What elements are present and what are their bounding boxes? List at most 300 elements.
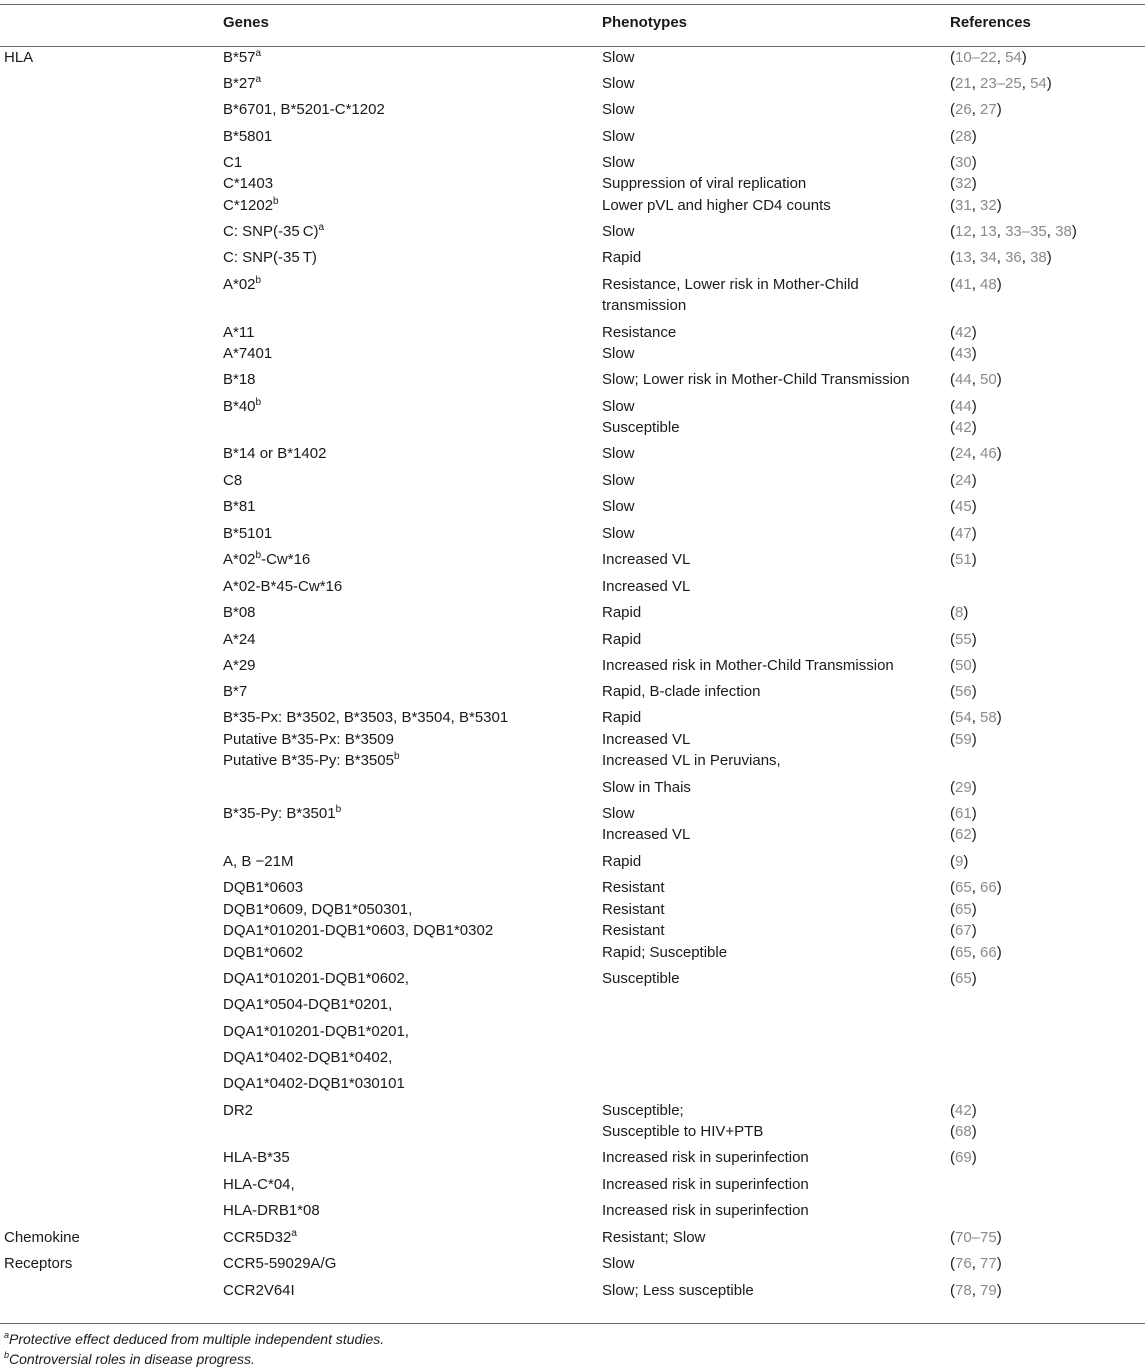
reference-punct: ,	[971, 223, 981, 240]
reference-link[interactable]: 12	[955, 223, 972, 240]
reference-punct: (	[950, 419, 955, 436]
gene-text: C*1403	[223, 175, 274, 192]
reference-cell	[950, 1122, 977, 1142]
reference-cell	[950, 222, 1077, 242]
reference-link[interactable]: 66	[980, 944, 997, 961]
reference-link[interactable]: 62	[955, 826, 972, 843]
reference-link[interactable]: 48	[980, 276, 997, 293]
reference-punct: (	[950, 826, 955, 843]
reference-cell	[950, 550, 977, 570]
reference-link[interactable]: 78	[955, 1282, 972, 1299]
gene-text: C8	[223, 472, 243, 489]
phenotype-cell: Rapid	[602, 249, 642, 266]
group-text: Receptors	[4, 1255, 73, 1272]
reference-punct: (	[950, 324, 955, 341]
reference-cell	[950, 397, 977, 417]
reference-punct: (	[950, 901, 955, 918]
reference-punct: (	[950, 154, 955, 171]
phenotype-cell: Slow; Lower risk in Mother-Child Transmission	[602, 371, 910, 388]
reference-link[interactable]: 79	[980, 1282, 997, 1299]
footnote-marker: b	[255, 275, 262, 286]
phenotype-cell: Slow	[602, 1255, 635, 1272]
gene-text: CCR2V64I	[223, 1282, 295, 1299]
phenotype-cell: Susceptible;	[602, 1102, 684, 1119]
gene-cell	[223, 323, 254, 343]
phenotype-cell: Rapid	[602, 709, 642, 726]
header-phenotypes: Phenotypes	[602, 14, 688, 31]
phenotype-cell: Slow	[602, 223, 635, 240]
footnote-marker: b	[273, 196, 279, 207]
reference-punct: (	[950, 853, 955, 870]
reference-punct: )	[971, 128, 977, 145]
reference-link[interactable]: 47	[955, 525, 972, 542]
reference-link[interactable]: 24	[955, 445, 972, 462]
reference-cell	[950, 471, 977, 491]
reference-punct: )	[996, 276, 1002, 293]
gene-cell	[223, 153, 242, 173]
row-group-label	[4, 1254, 72, 1274]
reference-link[interactable]: 30	[955, 154, 972, 171]
reference-punct: )	[971, 805, 977, 822]
reference-punct: )	[996, 1229, 1002, 1246]
gene-text: HLA-B*35	[223, 1149, 290, 1166]
gene-text: DQA1*0402-DQB1*0402,	[223, 1049, 393, 1066]
reference-punct: )	[971, 901, 977, 918]
gene-text: DQA1*010201-DQB1*0603, DQB1*0302	[223, 922, 494, 939]
footnote-b	[4, 1351, 255, 1367]
gene-cell	[223, 1022, 409, 1042]
gene-cell	[223, 344, 272, 364]
reference-link[interactable]: 28	[955, 128, 972, 145]
reference-cell	[950, 900, 977, 920]
reference-punct: ,	[971, 276, 981, 293]
reference-punct: (	[950, 472, 955, 489]
reference-link[interactable]: 54	[1030, 75, 1047, 92]
gene-cell	[223, 969, 409, 989]
reference-link[interactable]: 58	[980, 709, 997, 726]
reference-punct: )	[971, 398, 977, 415]
group-text: HLA	[4, 49, 34, 66]
reference-link[interactable]: 42	[955, 324, 972, 341]
reference-cell	[950, 682, 977, 702]
reference-punct: (	[950, 398, 955, 415]
reference-link[interactable]: 70–75	[955, 1229, 997, 1246]
reference-link[interactable]: 38	[1055, 223, 1072, 240]
reference-punct: )	[1046, 249, 1052, 266]
reference-punct: ,	[971, 944, 981, 961]
footnote-a	[4, 1331, 384, 1347]
reference-link[interactable]: 51	[955, 551, 972, 568]
reference-link[interactable]: 44	[955, 371, 972, 388]
gene-cell	[223, 127, 272, 147]
phenotype-cell: Increased risk in Mother-Child Transmission	[602, 657, 894, 674]
gene-text: B*81	[223, 498, 256, 515]
reference-punct: (	[950, 276, 955, 293]
phenotype-cell: Suppression of viral replication	[602, 175, 807, 192]
gene-text: DR2	[223, 1102, 254, 1119]
reference-punct: ,	[996, 249, 1006, 266]
gene-suffix: -Cw*16	[261, 551, 311, 568]
reference-punct: (	[950, 1229, 955, 1246]
phenotype-cell: Slow	[602, 525, 635, 542]
reference-cell	[950, 1254, 1002, 1274]
reference-punct: (	[950, 1149, 955, 1166]
phenotype-cell: Resistance, Lower risk in Mother-Child	[602, 276, 859, 293]
reference-link[interactable]: 10–22	[955, 49, 997, 66]
gene-text: B*7	[223, 683, 248, 700]
reference-punct: )	[971, 154, 977, 171]
reference-link[interactable]: 55	[955, 631, 972, 648]
reference-link[interactable]: 33–35	[1005, 223, 1047, 240]
reference-link[interactable]: 65	[955, 944, 972, 961]
reference-cell	[950, 344, 977, 364]
reference-punct: (	[950, 345, 955, 362]
reference-link[interactable]: 67	[955, 922, 972, 939]
phenotype-cell: Increased VL	[602, 731, 691, 748]
gene-cell	[223, 852, 293, 872]
reference-punct: (	[950, 922, 955, 939]
gene-text: Putative B*35-Px: B*3509	[223, 731, 394, 748]
gene-cell	[223, 751, 400, 771]
reference-cell	[950, 1101, 977, 1121]
gene-cell	[223, 100, 385, 120]
reference-link[interactable]: 41	[955, 276, 972, 293]
gene-text: A*24	[223, 631, 256, 648]
phenotype-cell: Resistant	[602, 879, 665, 896]
gene-text: A*02	[223, 276, 256, 293]
reference-punct: (	[950, 657, 955, 674]
gene-cell	[223, 630, 256, 650]
gene-text: B*27	[223, 75, 256, 92]
reference-punct: (	[950, 1102, 955, 1119]
phenotype-cell: Slow	[602, 498, 635, 515]
gene-text: B*5801	[223, 128, 273, 145]
reference-link[interactable]: 42	[955, 419, 972, 436]
gene-text: CCR5-59029A/G	[223, 1255, 337, 1272]
reference-cell	[950, 444, 1002, 464]
gene-text: B*35-Py: B*3501	[223, 805, 336, 822]
reference-punct: )	[996, 709, 1002, 726]
reference-punct: (	[950, 779, 955, 796]
reference-punct: )	[996, 1282, 1002, 1299]
reference-punct: )	[971, 657, 977, 674]
phenotype-cell: Slow	[602, 128, 635, 145]
gene-cell	[223, 397, 261, 417]
table-bottom-rule	[0, 1323, 1145, 1324]
reference-cell	[950, 1228, 1002, 1248]
reference-punct: )	[971, 826, 977, 843]
reference-punct: ,	[971, 371, 981, 388]
gene-cell	[223, 1281, 295, 1301]
reference-link[interactable]: 77	[980, 1255, 997, 1272]
phenotype-cell: Resistant; Slow	[602, 1229, 706, 1246]
reference-link[interactable]: 21	[955, 75, 972, 92]
footnote-text: Protective effect deduced from multiple independent studies.	[9, 1331, 385, 1347]
gene-text: B*57	[223, 49, 256, 66]
reference-cell	[950, 248, 1052, 268]
reference-cell	[950, 825, 977, 845]
gene-cell	[223, 174, 273, 194]
reference-link[interactable]: 45	[955, 498, 972, 515]
table-header-rule	[0, 46, 1145, 47]
gene-cell	[223, 804, 341, 824]
reference-punct: )	[996, 101, 1002, 118]
reference-punct: )	[971, 1102, 977, 1119]
reference-punct: (	[950, 631, 955, 648]
gene-text: DQB1*0603	[223, 879, 304, 896]
reference-punct: (	[950, 371, 955, 388]
reference-link[interactable]: 42	[955, 1102, 972, 1119]
gene-cell	[223, 370, 256, 390]
gene-cell	[223, 1254, 336, 1274]
reference-punct: (	[950, 498, 955, 515]
footnote-marker: b	[255, 397, 262, 408]
gene-text: B*14 or B*1402	[223, 445, 327, 462]
phenotype-cell: Slow	[602, 101, 635, 118]
reference-link[interactable]: 66	[980, 879, 997, 896]
reference-punct: (	[950, 525, 955, 542]
reference-link[interactable]: 23–25	[980, 75, 1022, 92]
reference-cell	[950, 1148, 977, 1168]
phenotype-cell: Slow	[602, 75, 635, 92]
phenotype-cell: Rapid	[602, 604, 642, 621]
phenotype-cell: Slow in Thais	[602, 779, 691, 796]
gene-text: HLA-C*04,	[223, 1176, 295, 1193]
gene-cell	[223, 577, 342, 597]
table-top-rule	[0, 4, 1145, 5]
gene-cell	[223, 248, 317, 268]
reference-link[interactable]: 26	[955, 101, 972, 118]
gene-cell	[223, 943, 303, 963]
reference-link[interactable]: 13	[955, 249, 972, 266]
reference-link[interactable]: 61	[955, 805, 972, 822]
gene-cell	[223, 730, 394, 750]
gene-cell	[223, 497, 256, 517]
gene-text: A*7401	[223, 345, 273, 362]
gene-cell	[223, 74, 261, 94]
reference-link[interactable]: 50	[980, 371, 997, 388]
reference-punct: (	[950, 879, 955, 896]
phenotype-cell: Slow	[602, 398, 635, 415]
gene-cell	[223, 656, 256, 676]
gene-cell	[223, 878, 303, 898]
phenotype-cell: Slow	[602, 49, 635, 66]
footnote-marker: a	[255, 74, 262, 85]
gene-cell	[223, 444, 326, 464]
reference-link[interactable]: 32	[955, 175, 972, 192]
reference-punct: (	[950, 49, 955, 66]
reference-punct: )	[971, 970, 977, 987]
gene-text: B*08	[223, 604, 256, 621]
gene-text: Putative B*35-Py: B*3505	[223, 752, 394, 769]
reference-punct: ,	[971, 197, 981, 214]
reference-link[interactable]: 36	[1005, 249, 1022, 266]
gene-cell	[223, 222, 324, 242]
reference-punct: )	[971, 631, 977, 648]
gene-text: C*1202	[223, 197, 274, 214]
footnote-marker: b	[255, 550, 262, 561]
reference-punct: (	[950, 197, 955, 214]
gene-text: C: SNP(-35 T)	[223, 249, 317, 266]
reference-link[interactable]: 32	[980, 197, 997, 214]
reference-cell	[950, 418, 977, 438]
reference-link[interactable]: 34	[980, 249, 997, 266]
reference-punct: )	[971, 551, 977, 568]
reference-punct: )	[971, 498, 977, 515]
phenotype-cell: Resistance	[602, 324, 677, 341]
reference-punct: ,	[971, 1255, 981, 1272]
reference-punct: (	[950, 223, 955, 240]
gene-cell	[223, 900, 412, 920]
reference-link[interactable]: 50	[955, 657, 972, 674]
reference-punct: (	[950, 128, 955, 145]
phenotype-cell: Rapid, B-clade infection	[602, 683, 761, 700]
reference-link[interactable]: 46	[980, 445, 997, 462]
footnote-text: Controversial roles in disease progress.	[9, 1351, 255, 1367]
reference-punct: )	[996, 944, 1002, 961]
gene-text: B*35-Px: B*3502, B*3503, B*3504, B*5301	[223, 709, 509, 726]
reference-cell	[950, 656, 977, 676]
gene-text: C1	[223, 154, 243, 171]
gene-text: CCR5D32	[223, 1229, 292, 1246]
gene-cell	[223, 1148, 290, 1168]
reference-cell	[950, 1281, 1002, 1301]
reference-cell	[950, 196, 1002, 216]
reference-punct: )	[971, 324, 977, 341]
gene-cell	[223, 1201, 320, 1221]
reference-cell	[950, 275, 1002, 295]
reference-link[interactable]: 65	[955, 879, 972, 896]
gene-text: B*6701, B*5201-C*1202	[223, 101, 385, 118]
gene-cell	[223, 603, 256, 623]
reference-link[interactable]: 76	[955, 1255, 972, 1272]
gene-cell	[223, 48, 261, 68]
reference-punct: )	[971, 525, 977, 542]
reference-punct: ,	[971, 709, 981, 726]
reference-cell	[950, 708, 1002, 728]
phenotype-cell: Increased VL in Peruvians,	[602, 752, 781, 769]
reference-link[interactable]: 27	[980, 101, 997, 118]
phenotype-cell: Slow	[602, 154, 635, 171]
reference-link[interactable]: 44	[955, 398, 972, 415]
phenotype-cell: Resistant	[602, 901, 665, 918]
reference-punct: (	[950, 75, 955, 92]
gene-cell	[223, 995, 392, 1015]
footnote-marker: b	[393, 751, 400, 762]
reference-punct: )	[996, 1255, 1002, 1272]
reference-cell	[950, 497, 977, 517]
reference-cell	[950, 852, 968, 872]
phenotype-cell: Slow	[602, 445, 635, 462]
footnote-marker: a	[291, 1228, 297, 1239]
reference-punct: ,	[1021, 249, 1031, 266]
gene-text: B*40	[223, 398, 256, 415]
reference-link[interactable]: 65	[955, 901, 972, 918]
phenotype-cell: Rapid; Susceptible	[602, 944, 728, 961]
reference-punct: )	[971, 1123, 977, 1140]
reference-cell	[950, 174, 977, 194]
reference-punct: ,	[971, 879, 981, 896]
reference-punct: (	[950, 709, 955, 726]
reference-link[interactable]: 38	[1030, 249, 1047, 266]
reference-cell	[950, 630, 977, 650]
reference-link[interactable]: 54	[955, 709, 972, 726]
reference-link[interactable]: 29	[955, 779, 972, 796]
gene-text: DQA1*010201-DQB1*0602,	[223, 970, 409, 987]
reference-punct: )	[971, 731, 977, 748]
reference-link[interactable]: 24	[955, 472, 972, 489]
footnote-mark: a	[4, 1330, 10, 1340]
reference-punct: )	[1021, 49, 1027, 66]
phenotype-cell: Slow	[602, 472, 635, 489]
reference-cell	[950, 323, 977, 343]
reference-link[interactable]: 54	[1005, 49, 1022, 66]
gene-text: DQB1*0602	[223, 944, 304, 961]
reference-cell	[950, 100, 1002, 120]
reference-punct: (	[950, 604, 955, 621]
gene-text: A*11	[223, 324, 255, 341]
phenotype-cell: Resistant	[602, 922, 665, 939]
reference-punct: )	[996, 197, 1002, 214]
reference-punct: )	[971, 1149, 977, 1166]
gene-text: DQB1*0609, DQB1*050301,	[223, 901, 413, 918]
phenotype-cell: Increased VL	[602, 551, 691, 568]
reference-punct: (	[950, 445, 955, 462]
gene-cell	[223, 1074, 405, 1094]
reference-link[interactable]: 31	[955, 197, 972, 214]
header-genes: Genes	[223, 14, 269, 31]
gene-text: B*5101	[223, 525, 273, 542]
gene-cell	[223, 524, 272, 544]
reference-punct: )	[963, 604, 969, 621]
reference-cell	[950, 153, 977, 173]
phenotype-cell: Lower pVL and higher CD4 counts	[602, 197, 831, 214]
phenotype-cell: Slow	[602, 345, 635, 362]
reference-punct: (	[950, 101, 955, 118]
reference-link[interactable]: 9	[955, 853, 964, 870]
reference-punct: )	[971, 922, 977, 939]
reference-punct: ,	[971, 249, 981, 266]
reference-cell	[950, 730, 977, 750]
gene-cell	[223, 1228, 297, 1248]
gene-text: A*29	[223, 657, 256, 674]
phenotype-cell: transmission	[602, 297, 687, 314]
gene-text: A, B −21M	[223, 853, 294, 870]
reference-link[interactable]: 43	[955, 345, 972, 362]
reference-cell	[950, 943, 1002, 963]
footnote-mark: b	[4, 1350, 10, 1360]
reference-punct: (	[950, 683, 955, 700]
reference-link[interactable]: 65	[955, 970, 972, 987]
footnote-marker: b	[335, 804, 342, 815]
reference-link[interactable]: 68	[955, 1123, 972, 1140]
gene-text: A*02-B*45-Cw*16	[223, 578, 343, 595]
reference-link[interactable]: 56	[955, 683, 972, 700]
reference-link[interactable]: 13	[980, 223, 997, 240]
reference-link[interactable]: 69	[955, 1149, 972, 1166]
gene-cell	[223, 1048, 392, 1068]
gene-cell	[223, 1175, 295, 1195]
reference-punct: )	[971, 779, 977, 796]
reference-link[interactable]: 59	[955, 731, 972, 748]
reference-link[interactable]: 8	[955, 604, 964, 621]
gene-cell	[223, 550, 310, 570]
reference-cell	[950, 804, 977, 824]
reference-cell	[950, 370, 1002, 390]
reference-punct: )	[1071, 223, 1077, 240]
reference-cell	[950, 74, 1052, 94]
phenotype-cell: Rapid	[602, 853, 642, 870]
